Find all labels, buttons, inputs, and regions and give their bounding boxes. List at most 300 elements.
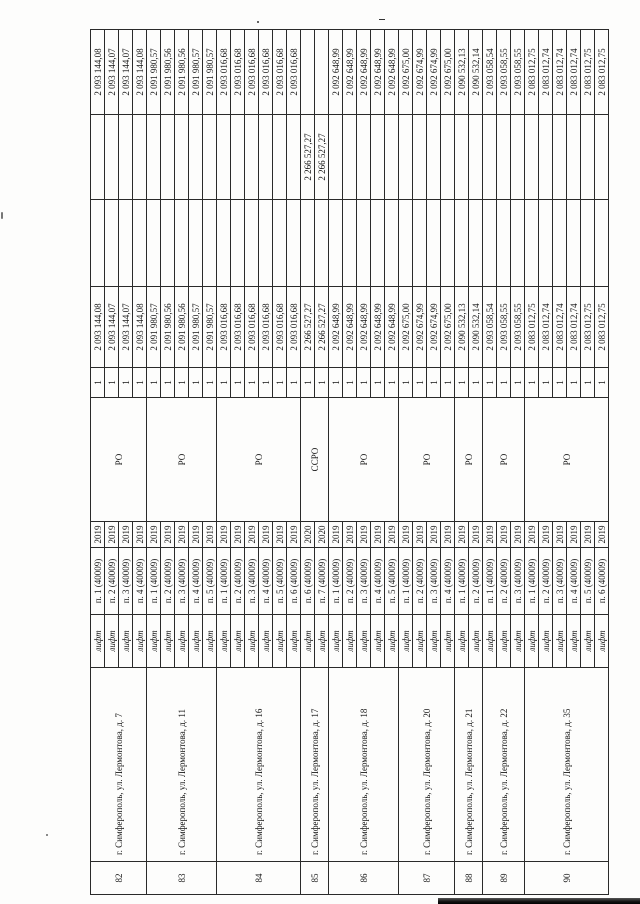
empty-cell — [245, 200, 259, 287]
entrance-cell: п. 3 (40009) — [511, 548, 525, 615]
row-number-cell: 83 — [147, 862, 217, 895]
empty-cell — [469, 200, 483, 287]
empty-cell — [315, 200, 329, 287]
quantity-cell: 1 — [231, 368, 245, 398]
row-number-cell: 90 — [525, 862, 609, 895]
year-cell: 2019 — [203, 522, 217, 548]
alt-cost-cell — [231, 115, 245, 200]
alt-cost-cell: 2 266 527,27 — [315, 115, 329, 200]
alt-cost-cell — [497, 115, 511, 200]
empty-cell — [161, 200, 175, 287]
cost-cell: 2 093 016,68 — [217, 287, 231, 368]
total-cell: 2 092 648,99 — [371, 30, 385, 115]
quantity-cell: 1 — [175, 368, 189, 398]
quantity-cell: 1 — [525, 368, 539, 398]
total-cell: 2 093 016,68 — [231, 30, 245, 115]
fund-cell: РО — [455, 398, 483, 522]
total-cell: 2 092 648,99 — [329, 30, 343, 115]
cost-cell: 2 093 016,68 — [231, 287, 245, 368]
scan-speck — [46, 834, 48, 836]
work-type-cell: лифт — [469, 615, 483, 668]
address-cell: г. Симферополь, ул. Лермонтова, д. 21 — [455, 668, 483, 862]
rotated-table-sheet — [90, 30, 609, 895]
quantity-cell: 1 — [567, 368, 581, 398]
year-cell: 2019 — [343, 522, 357, 548]
year-cell: 2019 — [175, 522, 189, 548]
work-type-cell: лифт — [581, 615, 595, 668]
work-type-cell: лифт — [175, 615, 189, 668]
quantity-cell: 1 — [371, 368, 385, 398]
alt-cost-cell — [441, 115, 455, 200]
work-type-cell: лифт — [427, 615, 441, 668]
total-cell: 2 093 144,07 — [119, 30, 133, 115]
scan-speck — [379, 19, 385, 20]
cost-cell: 2 083 012,75 — [525, 287, 539, 368]
work-type-cell: лифт — [595, 615, 609, 668]
total-cell: 2 083 012,75 — [581, 30, 595, 115]
alt-cost-cell — [133, 115, 147, 200]
empty-cell — [399, 200, 413, 287]
total-cell: 2 093 016,68 — [259, 30, 273, 115]
scan-edge-shadow — [438, 898, 640, 904]
total-cell: 2 092 675,00 — [441, 30, 455, 115]
empty-cell — [301, 200, 315, 287]
cost-cell: 2 093 058,54 — [483, 287, 497, 368]
alt-cost-cell — [343, 115, 357, 200]
work-type-cell: лифт — [301, 615, 315, 668]
table-body — [91, 30, 609, 895]
entrance-cell: п. 3 (40009) — [357, 548, 371, 615]
entrance-cell: п. 1 (40009) — [217, 548, 231, 615]
table-row — [217, 30, 231, 895]
work-type-cell: лифт — [343, 615, 357, 668]
quantity-cell: 1 — [385, 368, 399, 398]
quantity-cell: 1 — [441, 368, 455, 398]
row-number-cell: 89 — [483, 862, 525, 895]
entrance-cell: п. 4 (40009) — [133, 548, 147, 615]
cost-cell: 2 093 144,08 — [91, 287, 105, 368]
alt-cost-cell — [203, 115, 217, 200]
year-cell: 2019 — [581, 522, 595, 548]
entrance-cell: п. 3 (40009) — [175, 548, 189, 615]
row-number-cell: 82 — [91, 862, 147, 895]
year-cell: 2019 — [259, 522, 273, 548]
work-type-cell: лифт — [371, 615, 385, 668]
scan-speck — [1, 212, 3, 219]
total-cell: 2 093 016,68 — [217, 30, 231, 115]
year-cell: 2019 — [553, 522, 567, 548]
scan-speck — [257, 21, 259, 23]
empty-cell — [259, 200, 273, 287]
empty-cell — [203, 200, 217, 287]
empty-cell — [413, 200, 427, 287]
row-number-cell: 86 — [329, 862, 399, 895]
entrance-cell: п. 2 (40009) — [161, 548, 175, 615]
work-type-cell: лифт — [329, 615, 343, 668]
entrance-cell: п. 1 (40009) — [329, 548, 343, 615]
empty-cell — [567, 200, 581, 287]
cost-cell: 2 083 012,75 — [581, 287, 595, 368]
empty-cell — [497, 200, 511, 287]
year-cell: 2019 — [357, 522, 371, 548]
empty-cell — [427, 200, 441, 287]
entrance-cell: п. 1 (40009) — [455, 548, 469, 615]
work-type-cell: лифт — [287, 615, 301, 668]
cost-cell: 2 092 674,99 — [427, 287, 441, 368]
alt-cost-cell — [553, 115, 567, 200]
entrance-cell: п. 2 (40009) — [231, 548, 245, 615]
cost-cell: 2 093 058,55 — [497, 287, 511, 368]
empty-cell — [483, 200, 497, 287]
cost-cell: 2 092 648,99 — [385, 287, 399, 368]
total-cell: 2 092 648,99 — [343, 30, 357, 115]
entrance-cell: п. 2 (40009) — [343, 548, 357, 615]
empty-cell — [595, 200, 609, 287]
cost-cell: 2 093 144,08 — [133, 287, 147, 368]
work-type-cell: лифт — [497, 615, 511, 668]
total-cell: 2 091 980,57 — [147, 30, 161, 115]
quantity-cell: 1 — [399, 368, 413, 398]
empty-cell — [329, 200, 343, 287]
entrance-cell: п. 5 (40009) — [203, 548, 217, 615]
alt-cost-cell — [511, 115, 525, 200]
empty-cell — [581, 200, 595, 287]
entrance-cell: п. 5 (40009) — [273, 548, 287, 615]
entrance-cell: п. 1 (40009) — [483, 548, 497, 615]
total-cell — [315, 30, 329, 115]
quantity-cell: 1 — [189, 368, 203, 398]
year-cell: 2020 — [315, 522, 329, 548]
fund-cell: РО — [217, 398, 301, 522]
fund-cell: РО — [525, 398, 609, 522]
total-cell: 2 092 648,99 — [357, 30, 371, 115]
cost-cell: 2 091 980,57 — [147, 287, 161, 368]
alt-cost-cell — [105, 115, 119, 200]
year-cell: 2019 — [441, 522, 455, 548]
empty-cell — [441, 200, 455, 287]
empty-cell — [133, 200, 147, 287]
year-cell: 2019 — [539, 522, 553, 548]
alt-cost-cell — [91, 115, 105, 200]
work-type-cell: лифт — [413, 615, 427, 668]
alt-cost-cell — [413, 115, 427, 200]
year-cell: 2019 — [147, 522, 161, 548]
year-cell: 2019 — [371, 522, 385, 548]
cost-cell: 2 092 674,99 — [413, 287, 427, 368]
cost-cell: 2 093 058,55 — [511, 287, 525, 368]
total-cell: 2 092 674,99 — [427, 30, 441, 115]
table-row — [483, 30, 497, 895]
empty-cell — [287, 200, 301, 287]
quantity-cell: 1 — [203, 368, 217, 398]
address-cell: г. Симферополь, ул. Лермонтова, д. 22 — [483, 668, 525, 862]
alt-cost-cell — [427, 115, 441, 200]
year-cell: 2019 — [567, 522, 581, 548]
empty-cell — [175, 200, 189, 287]
address-cell: г. Симферополь, ул. Лермонтова, д. 17 — [301, 668, 329, 862]
address-cell: г. Симферополь, ул. Лермонтова, д. 20 — [399, 668, 455, 862]
work-type-cell: лифт — [105, 615, 119, 668]
quantity-cell: 1 — [259, 368, 273, 398]
work-type-cell: лифт — [217, 615, 231, 668]
year-cell: 2019 — [245, 522, 259, 548]
work-type-cell: лифт — [441, 615, 455, 668]
quantity-cell: 1 — [497, 368, 511, 398]
total-cell: 2 083 012,74 — [567, 30, 581, 115]
work-type-cell: лифт — [525, 615, 539, 668]
cost-cell: 2 083 012,74 — [539, 287, 553, 368]
year-cell: 2020 — [301, 522, 315, 548]
cost-cell: 2 091 980,56 — [175, 287, 189, 368]
work-type-cell: лифт — [231, 615, 245, 668]
entrance-cell: п. 2 (40009) — [539, 548, 553, 615]
cost-cell: 2 093 016,68 — [287, 287, 301, 368]
empty-cell — [539, 200, 553, 287]
year-cell: 2019 — [497, 522, 511, 548]
empty-cell — [91, 200, 105, 287]
empty-cell — [385, 200, 399, 287]
empty-cell — [343, 200, 357, 287]
alt-cost-cell — [147, 115, 161, 200]
entrance-cell: п. 5 (40009) — [385, 548, 399, 615]
quantity-cell: 1 — [161, 368, 175, 398]
work-type-cell: лифт — [119, 615, 133, 668]
total-cell: 2 093 016,68 — [245, 30, 259, 115]
cost-cell: 2 091 980,57 — [203, 287, 217, 368]
year-cell: 2019 — [91, 522, 105, 548]
entrance-cell: п. 1 (40009) — [399, 548, 413, 615]
quantity-cell: 1 — [343, 368, 357, 398]
quantity-cell: 1 — [581, 368, 595, 398]
total-cell: 2 091 980,57 — [203, 30, 217, 115]
quantity-cell: 1 — [245, 368, 259, 398]
quantity-cell: 1 — [469, 368, 483, 398]
quantity-cell: 1 — [273, 368, 287, 398]
work-type-cell: лифт — [455, 615, 469, 668]
cost-cell: 2 093 016,68 — [273, 287, 287, 368]
entrance-cell: п. 2 (40009) — [497, 548, 511, 615]
quantity-cell: 1 — [357, 368, 371, 398]
alt-cost-cell — [567, 115, 581, 200]
empty-cell — [105, 200, 119, 287]
work-type-cell: лифт — [189, 615, 203, 668]
table-row — [147, 30, 161, 895]
work-type-cell: лифт — [273, 615, 287, 668]
cost-cell: 2 083 012,75 — [595, 287, 609, 368]
table-row — [455, 30, 469, 895]
quantity-cell: 1 — [511, 368, 525, 398]
quantity-cell: 1 — [595, 368, 609, 398]
year-cell: 2019 — [595, 522, 609, 548]
quantity-cell: 1 — [287, 368, 301, 398]
fund-cell: РО — [483, 398, 525, 522]
entrance-cell: п. 4 (40009) — [259, 548, 273, 615]
work-type-cell: лифт — [259, 615, 273, 668]
work-type-cell: лифт — [539, 615, 553, 668]
work-type-cell: лифт — [511, 615, 525, 668]
cost-cell: 2 092 648,99 — [329, 287, 343, 368]
empty-cell — [189, 200, 203, 287]
total-cell: 2 093 058,54 — [483, 30, 497, 115]
quantity-cell: 1 — [553, 368, 567, 398]
year-cell: 2019 — [287, 522, 301, 548]
address-cell: г. Симферополь, ул. Лермонтова, д. 7 — [91, 668, 147, 862]
empty-cell — [511, 200, 525, 287]
year-cell: 2019 — [455, 522, 469, 548]
total-cell: 2 083 012,75 — [525, 30, 539, 115]
address-cell: г. Симферополь, ул. Лермонтова, д. 16 — [217, 668, 301, 862]
cost-cell: 2 093 016,68 — [259, 287, 273, 368]
quantity-cell: 1 — [105, 368, 119, 398]
total-cell: 2 091 980,56 — [161, 30, 175, 115]
alt-cost-cell — [287, 115, 301, 200]
year-cell: 2019 — [161, 522, 175, 548]
cost-cell: 2 091 980,56 — [161, 287, 175, 368]
total-cell: 2 090 532,13 — [455, 30, 469, 115]
year-cell: 2019 — [133, 522, 147, 548]
quantity-cell: 1 — [301, 368, 315, 398]
empty-cell — [119, 200, 133, 287]
quantity-cell: 1 — [147, 368, 161, 398]
empty-cell — [273, 200, 287, 287]
entrance-cell: п. 4 (40009) — [441, 548, 455, 615]
cost-cell: 2 090 532,13 — [455, 287, 469, 368]
alt-cost-cell — [329, 115, 343, 200]
year-cell: 2019 — [329, 522, 343, 548]
address-cell: г. Симферополь, ул. Лермонтова, д. 18 — [329, 668, 399, 862]
empty-cell — [357, 200, 371, 287]
quantity-cell: 1 — [91, 368, 105, 398]
cost-cell: 2 266 527,27 — [315, 287, 329, 368]
empty-cell — [371, 200, 385, 287]
year-cell: 2019 — [231, 522, 245, 548]
entrance-cell: п. 3 (40009) — [245, 548, 259, 615]
quantity-cell: 1 — [119, 368, 133, 398]
entrance-cell: п. 5 (40009) — [581, 548, 595, 615]
entrance-cell: п. 6 (40009) — [595, 548, 609, 615]
year-cell: 2019 — [399, 522, 413, 548]
fund-cell: РО — [147, 398, 217, 522]
year-cell: 2019 — [427, 522, 441, 548]
entrance-cell: п. 1 (40009) — [525, 548, 539, 615]
cost-cell: 2 093 144,07 — [119, 287, 133, 368]
alt-cost-cell — [161, 115, 175, 200]
quantity-cell: 1 — [455, 368, 469, 398]
work-type-cell: лифт — [245, 615, 259, 668]
alt-cost-cell — [581, 115, 595, 200]
table-row — [399, 30, 413, 895]
year-cell: 2019 — [511, 522, 525, 548]
alt-cost-cell — [469, 115, 483, 200]
quantity-cell: 1 — [315, 368, 329, 398]
total-cell: 2 093 058,55 — [511, 30, 525, 115]
quantity-cell: 1 — [133, 368, 147, 398]
cost-cell: 2 083 012,74 — [567, 287, 581, 368]
table-row — [525, 30, 539, 895]
cost-cell: 2 083 012,74 — [553, 287, 567, 368]
entrance-cell: п. 4 (40009) — [371, 548, 385, 615]
alt-cost-cell: 2 266 527,27 — [301, 115, 315, 200]
row-number-cell: 88 — [455, 862, 483, 895]
alt-cost-cell — [483, 115, 497, 200]
address-cell: г. Симферополь, ул. Лермонтова, д. 11 — [147, 668, 217, 862]
empty-cell — [455, 200, 469, 287]
year-cell: 2019 — [217, 522, 231, 548]
total-cell: 2 092 648,99 — [385, 30, 399, 115]
work-type-cell: лифт — [161, 615, 175, 668]
year-cell: 2019 — [413, 522, 427, 548]
cost-cell: 2 092 675,00 — [441, 287, 455, 368]
alt-cost-cell — [371, 115, 385, 200]
table-row — [329, 30, 343, 895]
quantity-cell: 1 — [329, 368, 343, 398]
total-cell: 2 093 144,08 — [91, 30, 105, 115]
quantity-cell: 1 — [483, 368, 497, 398]
cost-cell: 2 090 532,14 — [469, 287, 483, 368]
total-cell: 2 093 058,55 — [497, 30, 511, 115]
year-cell: 2019 — [105, 522, 119, 548]
alt-cost-cell — [175, 115, 189, 200]
entrance-cell: п. 3 (40009) — [553, 548, 567, 615]
year-cell: 2019 — [189, 522, 203, 548]
alt-cost-cell — [385, 115, 399, 200]
entrance-cell: п. 3 (40009) — [427, 548, 441, 615]
cost-cell: 2 093 016,68 — [245, 287, 259, 368]
year-cell: 2019 — [119, 522, 133, 548]
cost-cell: 2 092 675,00 — [399, 287, 413, 368]
alt-cost-cell — [189, 115, 203, 200]
quantity-cell: 1 — [539, 368, 553, 398]
total-cell: 2 092 675,00 — [399, 30, 413, 115]
total-cell: 2 093 016,68 — [273, 30, 287, 115]
total-cell — [301, 30, 315, 115]
fund-cell: ССРО — [301, 398, 329, 522]
work-type-cell: лифт — [385, 615, 399, 668]
work-type-cell: лифт — [315, 615, 329, 668]
entrance-cell: п. 7 (40009) — [315, 548, 329, 615]
total-cell: 2 091 980,57 — [189, 30, 203, 115]
alt-cost-cell — [245, 115, 259, 200]
work-type-cell: лифт — [567, 615, 581, 668]
total-cell: 2 090 532,14 — [469, 30, 483, 115]
year-cell: 2019 — [525, 522, 539, 548]
entrance-cell: п. 1 (40009) — [91, 548, 105, 615]
total-cell: 2 093 144,07 — [105, 30, 119, 115]
entrance-cell: п. 3 (40009) — [119, 548, 133, 615]
empty-cell — [217, 200, 231, 287]
fund-cell: РО — [399, 398, 455, 522]
entrance-cell: п. 2 (40009) — [413, 548, 427, 615]
entrance-cell: п. 2 (40009) — [469, 548, 483, 615]
total-cell: 2 083 012,74 — [553, 30, 567, 115]
cost-cell: 2 266 527,27 — [301, 287, 315, 368]
total-cell: 2 093 144,08 — [133, 30, 147, 115]
quantity-cell: 1 — [427, 368, 441, 398]
empty-cell — [231, 200, 245, 287]
empty-cell — [525, 200, 539, 287]
work-type-cell: лифт — [91, 615, 105, 668]
empty-cell — [553, 200, 567, 287]
work-type-cell: лифт — [133, 615, 147, 668]
year-cell: 2019 — [483, 522, 497, 548]
total-cell: 2 083 012,75 — [595, 30, 609, 115]
address-cell: г. Симферополь, ул. Лермонтова, д. 35 — [525, 668, 609, 862]
fund-cell: РО — [329, 398, 399, 522]
empty-cell — [147, 200, 161, 287]
total-cell: 2 093 016,68 — [287, 30, 301, 115]
alt-cost-cell — [259, 115, 273, 200]
work-type-cell: лифт — [357, 615, 371, 668]
